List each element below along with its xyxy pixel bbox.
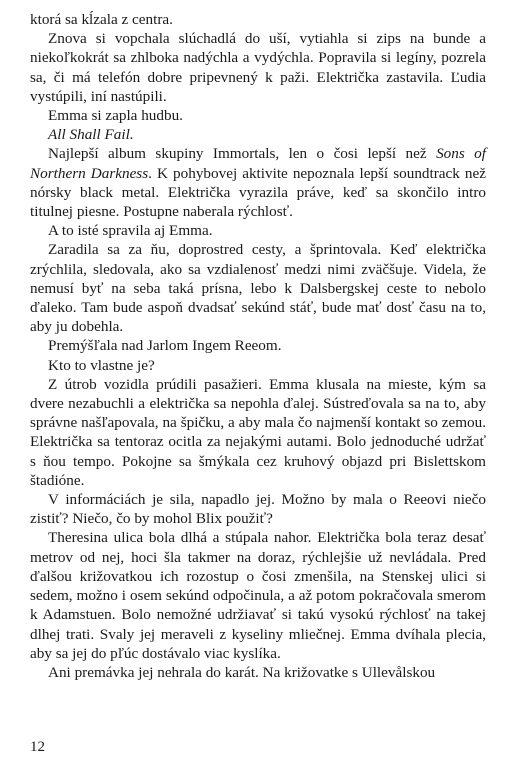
paragraph	[30, 144, 486, 221]
text-run: Kto to vlastne je?	[48, 356, 155, 374]
text-run: V informáciách je sila, napadlo jej. Možno by mala o Reeovi niečo zistiť? Niečo, čo by mohol Blix použiť?	[30, 491, 486, 528]
text-run: ktorá sa kĺzala z centra.	[30, 11, 173, 28]
paragraph	[30, 528, 486, 662]
paragraph	[30, 29, 486, 106]
paragraph	[30, 356, 486, 375]
paragraph	[30, 490, 486, 528]
text-run: Emma si zapla hudbu.	[48, 107, 183, 125]
italic-title: Sons of Northern Darkness	[30, 145, 486, 182]
text-run: Zaradila sa za ňu, doprostred cesty, a šprintovala. Keď električka zrýchlila, sledovala, ako sa vzdialenosť medzi nimi zväčšuje. Videla, že nemusí byť na seba taká prísna, lebo k Dalsbergskej ceste to nebolo ďaleko. Tam bude aspoň dvadsať sekúnd stáť, bude mať dosť času na to, aby ju dobehla.	[30, 241, 486, 336]
paragraph	[30, 10, 486, 29]
text-run: Znova si vopchala slúchadlá do uší, vytiahla si zips na bunde a niekoľkokrát sa zhlboka nadýchla a vydýchla. Popravila si legíny, pozrela sa, či má telefón dobre pripevnený k paži. Električka zastavila. Ľudia vystúpili, iní nastúpili.	[30, 30, 486, 105]
paragraph	[30, 125, 486, 144]
text-run: A to isté spravila aj Emma.	[48, 222, 213, 240]
text-run: Z útrob vozidla prúdili pasažieri. Emma klusala na mieste, kým sa dvere nezabuchli a električka sa nepohla ďalej. Sústreďovala sa na to, aby správne našľapovala, na špičku, a aby mala čo najmenší kontakt so zemou. Električka sa tentoraz ocitla za nejakými autami. Bolo jednoduché udržať s ňou tempo. Pokojne sa šmýkala cez kruhový objazd pri Bislettskom štadióne.	[30, 375, 486, 489]
paragraph	[30, 336, 486, 355]
text-run: Ani premávka jej nehrala do karát. Na križovatke s Ullevålskou	[48, 663, 436, 681]
text-run: Premýšľala nad Jarlom Ingem Reeom.	[48, 337, 282, 355]
paragraph	[30, 221, 486, 240]
book-page-text	[30, 10, 486, 682]
text-run: Theresina ulica bola dlhá a stúpala nahor. Električka bola teraz desať metrov od nej, hoci šla takmer na doraz, rýchlejšie už nevládala. Pred ďalšou križovatkou ich rozostup o čosi zmenšila, na Stenskej ulici si sedem, možno i osem sekúnd odpočinula, a až potom pokračovala smerom k Adamstuen. Bolo nemožné udržiavať si takú vysokú rýchlosť na takej dlhej trati. Svaly jej meraveli z kyseliny mliečnej. Emma dvíhala plecia, aby sa jej do pľúc dostávalo viac kyslíka.	[30, 529, 486, 662]
paragraph	[30, 240, 486, 336]
italic-title: All Shall Fail.	[48, 126, 134, 144]
text-run: . K pohybovej aktivite nepoznala lepší soundtrack než nórsky black metal. Električka vyrazila práve, keď sa skončilo intro titulnej piesne. Postupne naberala rýchlosť.	[30, 164, 487, 221]
text-run: Najlepší album skupiny Immortals, len o čosi lepší než	[48, 145, 437, 163]
page-number: 12	[30, 739, 45, 755]
paragraph	[30, 375, 486, 490]
paragraph	[30, 663, 486, 682]
paragraph	[30, 106, 486, 125]
